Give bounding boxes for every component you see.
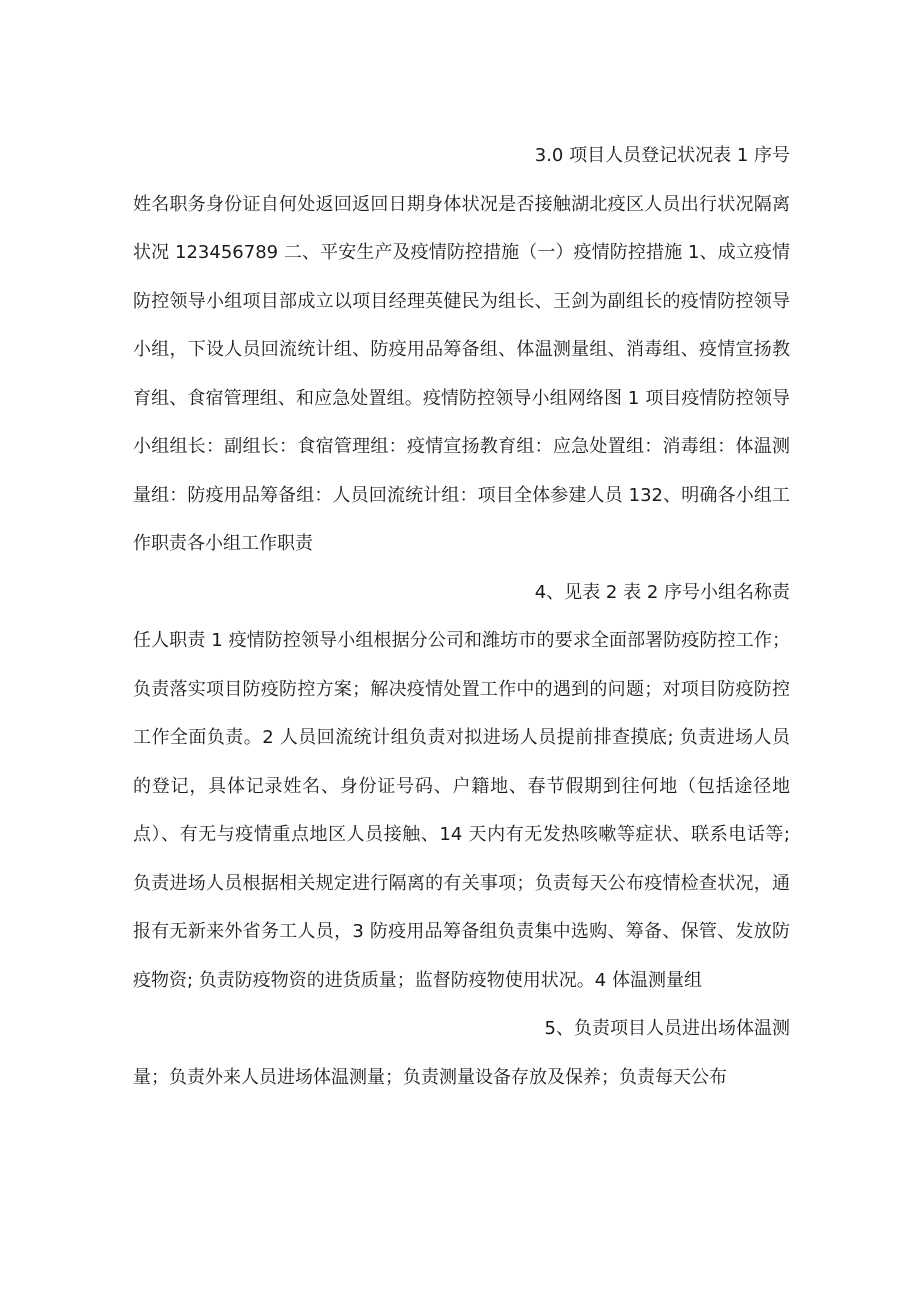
paragraph-1: 3.0 项目人员登记状况表 1 序号 <box>534 145 790 166</box>
paragraph-3: 4、见表 2 表 2 序号小组名称责 <box>534 581 790 603</box>
paragraph-5: 5、负责项目人员进出场体温测 <box>544 1018 790 1039</box>
document-body <box>133 132 790 1102</box>
paragraph-2: 姓名职务身份证自何处返回返回日期身体状况是否接触湖北疫区人员出行状况隔离状况 123456789 二、平安生产及疫情防控措施（一）疫情防控措施 1、成立疫情防控领导小组项目部成立以项目经理英健民为组长、王剑为副组长的疫情防控领导小组，下设人员回流统计组、防疫用品筹备组、体温测量组、消毒组、疫情宣扬教育组、食宿管理组、和应急处置组。疫情防控领导小组网络图 1 项目疫情防控领导小组组长：副组长：食宿管理组：疫情宣扬教育组：应急处置组：消毒组：体温测量组：防疫用品筹备组：人员回流统计组：项目全体参建人员 132、明确各小组工作职责各小组工作职责 <box>133 193 790 554</box>
paragraph-6: 量；负责外来人员进场体温测量；负责测量设备存放及保养；负责每天公布 <box>133 1066 727 1088</box>
paragraph-4: 任人职责 1 疫情防控领导小组根据分公司和潍坊市的要求全面部署防疫防控工作；负责落实项目防疫防控方案；解决疫情处置工作中的遇到的问题；对项目防疫防控工作全面负责。2 人员回流统计组负责对拟进场人员提前排查摸底; 负责进场人员的登记，具体记录姓名、身份证号码、户籍地、春节假期到往何地（包括途径地点）、有无与疫情重点地区人员接触、14 天内有无发热咳嗽等症状、联系电话等; 负责进场人员根据相关规定进行隔离的有关事项；负责每天公布疫情检查状况，通报有无新来外省务工人员，3 防疫用品筹备组负责集中选购、筹备、保管、发放防疫物资; 负责防疫物资的进货质量；监督防疫物使用状况。4 体温测量组 <box>133 630 790 991</box>
